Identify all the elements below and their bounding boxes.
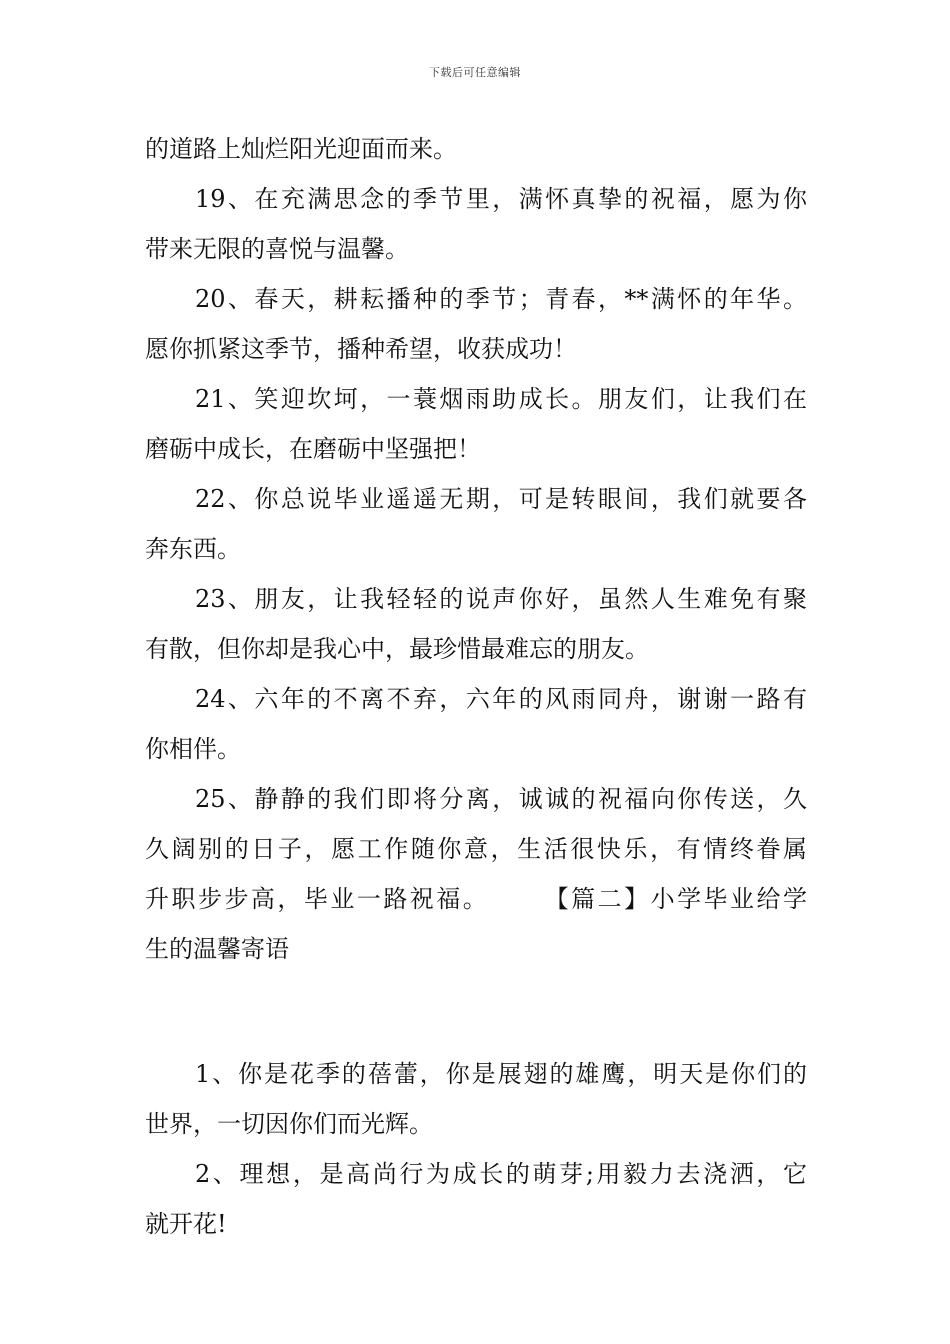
text-line: 升职步步高，毕业一路祝福。 【篇二】小学毕业给学 xyxy=(145,885,807,913)
paragraph-22 xyxy=(145,474,807,574)
paragraph-continuation xyxy=(145,124,807,174)
text-line: 有散，但你却是我心中，最珍惜最难忘的朋友。 xyxy=(145,635,649,663)
text-line: 带来无限的喜悦与温馨。 xyxy=(145,235,409,263)
paragraph-21 xyxy=(145,374,807,474)
text-line: 的道路上灿烂阳光迎面而来。 xyxy=(145,135,457,163)
text-line: 21、笑迎坎坷，一蓑烟雨助成长。朋友们，让我们在 xyxy=(195,385,807,413)
text-line: 2、理想，是高尚行为成长的萌芽;用毅力去浇洒，它 xyxy=(195,1160,807,1188)
text-line: 愿你抓紧这季节，播种希望，收获成功！ xyxy=(145,335,577,363)
text-line: 你相伴。 xyxy=(145,735,241,763)
text-line: 生的温馨寄语 xyxy=(145,935,289,963)
paragraph-23 xyxy=(145,574,807,674)
text-line: 23、朋友，让我轻轻的说声你好，虽然人生难免有聚 xyxy=(195,585,807,613)
text-line: 磨砺中成长，在磨砺中坚强把！ xyxy=(145,435,481,463)
text-line: 22、你总说毕业遥遥无期，可是转眼间，我们就要各 xyxy=(195,485,807,513)
text-line: 就开花! xyxy=(145,1210,227,1238)
text-line: 19、在充满思念的季节里，满怀真挚的祝福，愿为你 xyxy=(195,185,807,213)
paragraph-20 xyxy=(145,274,807,374)
paragraph-1 xyxy=(145,1049,807,1149)
page-header: 下载后可任意编辑 xyxy=(429,66,521,79)
text-line: 奔东西。 xyxy=(145,535,241,563)
paragraph-2 xyxy=(145,1149,807,1249)
section-gap xyxy=(145,974,807,1049)
paragraph-19 xyxy=(145,174,807,274)
text-line: 20、春天，耕耘播种的季节；青春，**满怀的年华。 xyxy=(195,285,807,313)
text-line: 久阔别的日子，愿工作随你意，生活很快乐，有情终眷属 xyxy=(145,835,807,863)
text-line: 24、六年的不离不弃，六年的风雨同舟，谢谢一路有 xyxy=(195,685,807,713)
text-line: 世界，一切因你们而光辉。 xyxy=(145,1110,433,1138)
document-body xyxy=(145,124,807,1249)
text-line: 1、你是花季的蓓蕾，你是展翅的雄鹰，明天是你们的 xyxy=(195,1060,807,1088)
text-line: 25、静静的我们即将分离，诚诚的祝福向你传送，久 xyxy=(195,785,807,813)
paragraph-24 xyxy=(145,674,807,774)
paragraph-25 xyxy=(145,774,807,974)
